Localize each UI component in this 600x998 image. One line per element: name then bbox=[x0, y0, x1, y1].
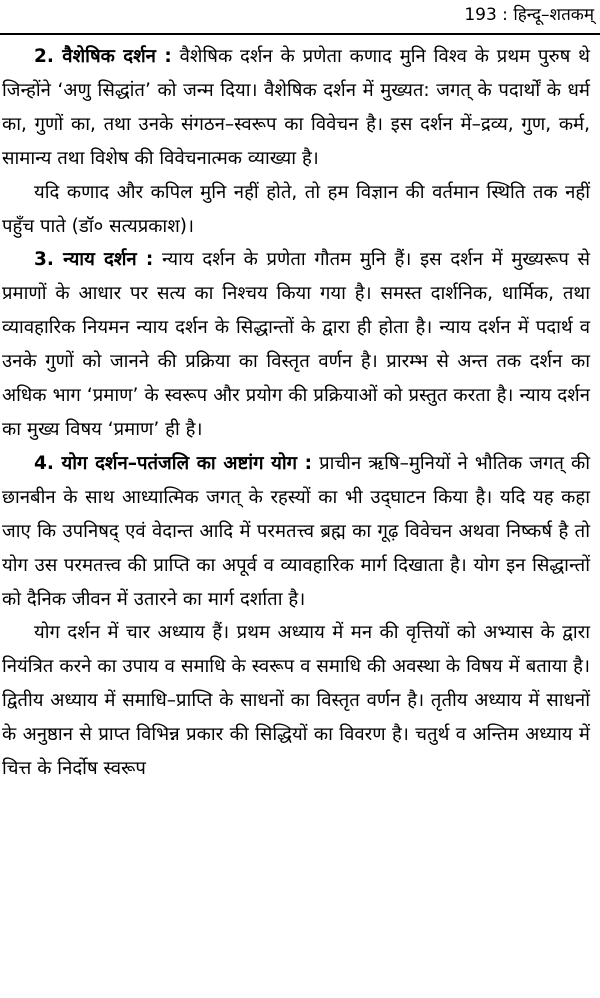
paragraph-vaisheshika bbox=[2, 40, 590, 176]
page-body bbox=[2, 40, 590, 786]
paragraph-text: यदि कणाद और कपिल मुनि नहीं होते, तो हम विज्ञान की वर्तमान स्थिति तक नहीं पहुँच पाते (डॉ० सत्यप्रकाश)। bbox=[2, 181, 590, 237]
section-heading-nyaya: 3. न्याय दर्शन : bbox=[34, 249, 154, 271]
running-header bbox=[464, 4, 594, 26]
header-separator: : bbox=[496, 5, 514, 25]
paragraph-kanad-note bbox=[2, 176, 590, 244]
book-title: हिन्दू–शतकम् bbox=[513, 5, 594, 25]
paragraph-text: योग दर्शन में चार अध्याय हैं। प्रथम अध्याय में मन की वृत्तियों को अभ्यास के द्वारा नियंत्रित करने का उपाय व समाधि के स्वरूप व समाधि की अवस्था के विषय में बताया है। द्वितीय अध्याय में समाधि–प्राप्ति के साधनों का विस्तृत वर्णन है। तृतीय अध्याय में साधनों के अनुष्ठान से प्राप्त विभिन्न प्रकार की सिद्धियों का विवरण है। चतुर्थ व अन्तिम अध्याय में चित्त के निर्दोष स्वरूप bbox=[2, 622, 590, 780]
paragraph-text: प्राचीन ऋषि–मुनियों ने भौतिक जगत् की छानबीन के साथ आध्यात्मिक जगत् के रहस्यों का भी उद्‍घाटन किया है। यदि यह कहा जाए कि उपनिषद् एवं वेदान्त आदि में परमतत्त्व ब्रह्म का गूढ़ विवेचन अथवा निष्कर्ष है तो योग उस परमतत्त्व की प्राप्ति का अपूर्व व व्यावहारिक मार्ग दिखाता है। योग इन सिद्धान्तों को दैनिक जीवन में उतारने का मार्ग दर्शाता है। bbox=[2, 452, 590, 610]
paragraph-yoga-chapters bbox=[2, 616, 590, 786]
page-number: 193 bbox=[464, 5, 497, 25]
paragraph-nyaya bbox=[2, 243, 590, 446]
section-heading-yoga: 4. योग दर्शन–पतंजलि का अष्टांग योग : bbox=[34, 452, 313, 474]
paragraph-text: वैशेषिक दर्शन के प्रणेता कणाद मुनि विश्व के प्रथम पुरुष थे जिन्होंने ‘अणु सिद्धांत’ को जन्म दिया। वैशेषिक दर्शन में मुख्यत: जगत् के पदार्थों के धर्म का, गुणों का, तथा उनके संगठन–स्वरूप का विवेचन है। इस दर्शन में–द्रव्य, गुण, कर्म, सामान्य तथा विशेष की विवेचनात्मक व्याख्या है। bbox=[2, 46, 590, 169]
section-heading-vaisheshika: 2. वैशेषिक दर्शन : bbox=[34, 46, 172, 67]
header-rule bbox=[0, 33, 600, 35]
paragraph-text: न्याय दर्शन के प्रणेता गौतम मुनि हैं। इस दर्शन में मुख्यरूप से प्रमाणों के आधार पर सत्य का निश्चय किया गया है। समस्त दार्शनिक, धार्मिक, तथा व्यावहारिक नियमन न्याय दर्शन के सिद्धान्तों के द्वारा ही होता है। न्याय दर्शन में पदार्थ व उनके गुणों को जानने की प्रक्रिया का विस्तृत वर्णन है। प्रारम्भ से अन्त तक दर्शन का अधिक भाग ‘प्रमाण’ के स्वरूप और प्रयोग की प्रक्रियाओं को प्रस्तुत करता है। न्याय दर्शन का मुख्य विषय ‘प्रमाण’ ही है। bbox=[2, 249, 590, 440]
paragraph-yoga bbox=[2, 447, 590, 617]
